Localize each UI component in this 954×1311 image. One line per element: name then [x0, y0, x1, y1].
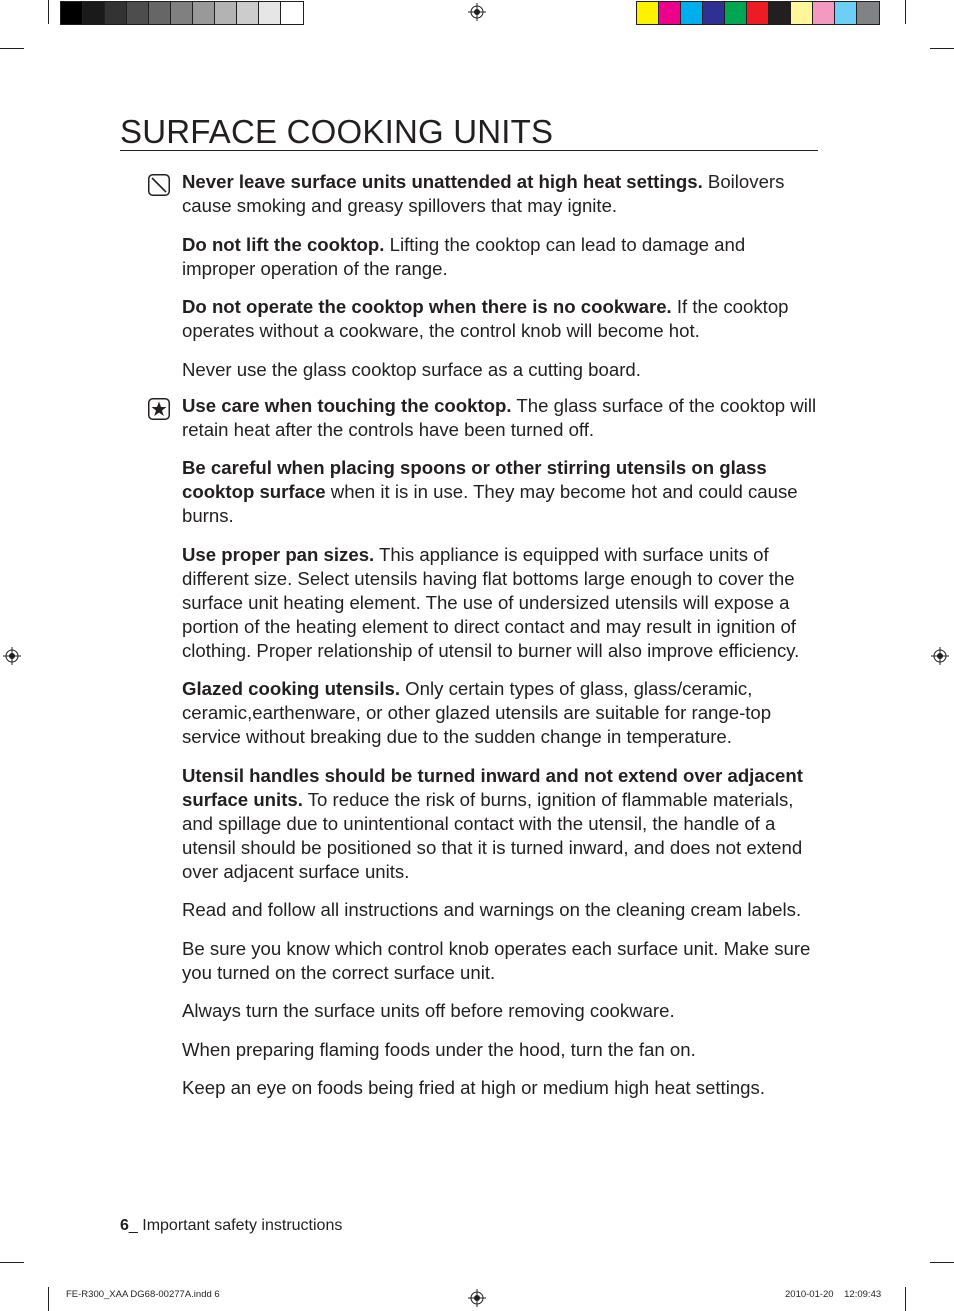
prohibited-icon: [148, 174, 170, 196]
instruction-text: This appliance is equipped with surface units of different size. Select utensils having flat bottoms large enough to cover the surface unit heating element. The use of undersized utensils will expose a portion of the heating element to direct contact and may result in ignition of clothing. Proper relationship of utensil to burner will also improve efficiency.: [182, 543, 800, 661]
registration-mark-icon: [3, 647, 21, 665]
crop-mark: [905, 0, 906, 24]
gray-swatch: [61, 2, 83, 24]
color-swatch: [725, 2, 747, 24]
crop-mark: [930, 1262, 954, 1263]
instruction-lead: Do not lift the cooktop.: [182, 233, 385, 255]
color-swatch: [703, 2, 725, 24]
gray-swatch: [259, 2, 281, 24]
instruction-lead: Use care when touching the cooktop.: [182, 394, 512, 416]
crop-mark: [930, 48, 954, 49]
gray-swatch: [193, 2, 215, 24]
registration-mark-icon: [468, 3, 486, 21]
instruction-paragraph: [182, 937, 822, 985]
section-name: _ Important safety instructions: [128, 1217, 343, 1234]
timestamp-slug: 2010-01-20 12:09:43: [785, 1289, 882, 1300]
instruction-lead: Glazed cooking utensils.: [182, 678, 401, 699]
instruction-text: If the cooktop operates without a cookware, the control knob will become hot.: [182, 296, 789, 341]
crop-mark: [905, 1287, 906, 1311]
instruction-paragraph: [182, 358, 822, 382]
instruction-text: Boilovers cause smoking and greasy spillovers that may ignite.: [182, 171, 785, 216]
color-swatch: [747, 2, 769, 24]
instruction-paragraph: [182, 233, 822, 281]
instruction-text: Be sure you know which control knob operates each surface unit. Make sure you turned on the correct surface unit.: [182, 937, 811, 983]
gray-swatch: [83, 2, 105, 24]
gray-swatch: [171, 2, 193, 24]
instruction-paragraph: [182, 764, 822, 884]
instruction-paragraph: [182, 295, 822, 343]
instruction-text: Never use the glass cooktop surface as a cutting board.: [182, 358, 641, 380]
registration-mark-icon: [468, 1289, 486, 1307]
color-swatch: [659, 2, 681, 24]
instruction-text: Keep an eye on foods being fried at high or medium high heat settings.: [182, 1077, 765, 1098]
instruction-paragraph: [182, 394, 822, 442]
file-slug: FE-R300_XAA DG68-00277A.indd 6: [66, 1289, 220, 1300]
instruction-text: The glass surface of the cooktop will retain heat after the controls have been turned off.: [182, 394, 817, 440]
gray-swatch: [149, 2, 171, 24]
color-swatch: [835, 2, 857, 24]
color-calibration-bar: [636, 1, 880, 25]
color-swatch: [791, 2, 813, 24]
color-swatch: [637, 2, 659, 24]
instruction-lead: Never leave surface units unattended at high heat settings.: [182, 171, 703, 192]
gray-swatch: [237, 2, 259, 24]
color-swatch: [769, 2, 791, 24]
instruction-lead: Do not operate the cooktop when there is no cookware.: [182, 296, 672, 317]
instruction-text: Only certain types of glass, glass/ceramic, ceramic,earthenware, or other glazed utensils are suitable for range-top service without breaking due to the sudden change in temperature.: [182, 678, 772, 747]
color-swatch: [813, 2, 835, 24]
instruction-paragraph: [182, 999, 822, 1023]
page-number: 6: [120, 1217, 129, 1234]
instruction-lead: Use proper pan sizes.: [182, 543, 375, 565]
registration-mark-icon: [931, 647, 949, 665]
page-title: SURFACE COOKING UNITS: [120, 114, 818, 151]
page-footer: [120, 1216, 342, 1236]
instruction-paragraph: [182, 456, 822, 528]
instruction-text: To reduce the risk of burns, ignition of flammable materials, and spillage due to unintentional contact with the utensil, the handle of a utensil should be positioned so that it is turned inward, and does not extend over adjacent surface units.: [182, 788, 803, 882]
instruction-text: Read and follow all instructions and warnings on the cleaning cream labels.: [182, 899, 802, 920]
instruction-paragraph: [182, 1038, 822, 1062]
instruction-text: when it is in use. They may become hot and could cause burns.: [182, 481, 798, 526]
gray-swatch: [105, 2, 127, 24]
instruction-text: Always turn the surface units off before removing cookware.: [182, 1000, 675, 1021]
gray-swatch: [127, 2, 149, 24]
color-swatch: [857, 2, 879, 24]
instruction-paragraph: [182, 543, 822, 663]
gray-swatch: [215, 2, 237, 24]
instruction-paragraph: [182, 677, 822, 749]
instruction-paragraph: [182, 898, 822, 922]
caution-star-icon: [148, 398, 170, 420]
crop-mark: [48, 1287, 49, 1311]
crop-mark: [48, 0, 49, 24]
instruction-lead: Utensil handles should be turned inward and not extend over adjacent surface units.: [182, 764, 803, 810]
gray-swatch: [281, 2, 303, 24]
crop-mark: [0, 1262, 24, 1263]
instruction-text: Lifting the cooktop can lead to damage and improper operation of the range.: [182, 233, 746, 279]
crop-mark: [0, 48, 24, 49]
instruction-paragraph: [182, 170, 822, 218]
instruction-text: When preparing flaming foods under the hood, turn the fan on.: [182, 1038, 696, 1060]
color-swatch: [681, 2, 703, 24]
grayscale-calibration-bar: [60, 1, 304, 25]
instruction-lead: Be careful when placing spoons or other stirring utensils on glass cooktop surface: [182, 457, 767, 502]
safety-instructions-list: [182, 170, 822, 1115]
instruction-paragraph: [182, 1076, 822, 1100]
